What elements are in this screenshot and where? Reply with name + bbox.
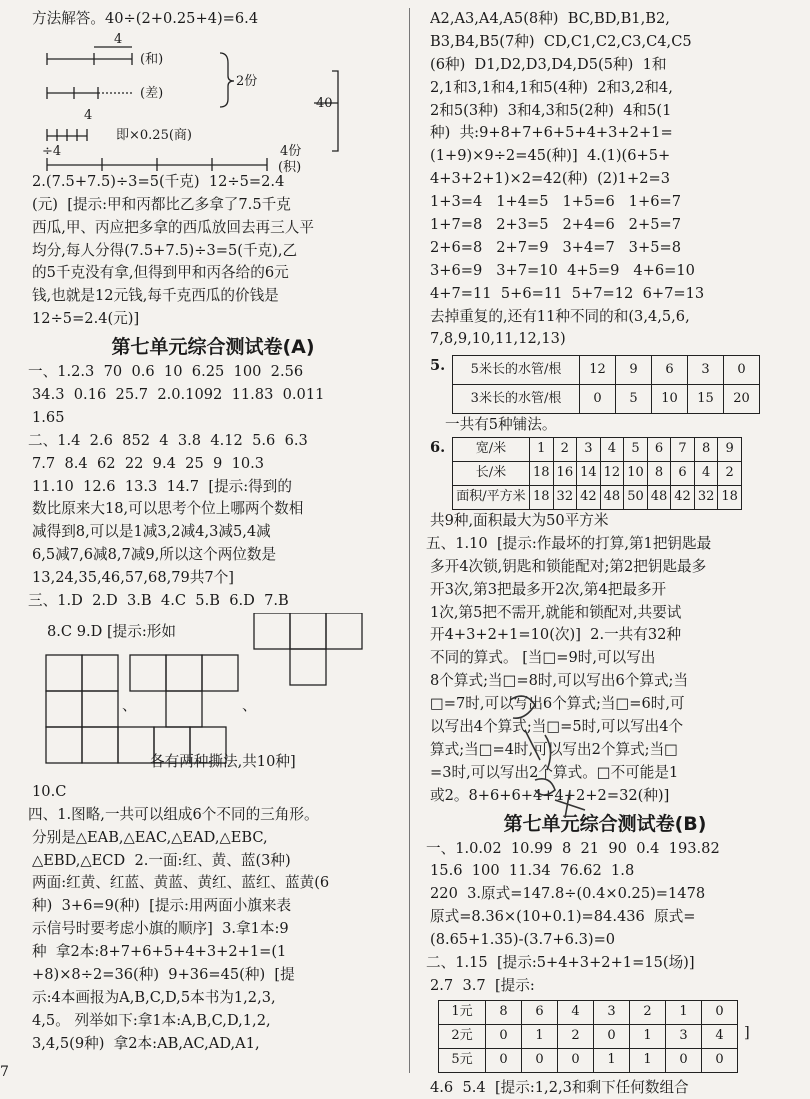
answer-5-note: 一共有5种铺法。 xyxy=(430,414,780,437)
section-title-a: 第七单元综合测试卷(A) xyxy=(32,331,394,361)
table-cell: 3 xyxy=(577,438,601,462)
left-c-line: 两面:红黄、红蓝、黄蓝、黄红、蓝红、蓝黄(6 xyxy=(32,872,394,895)
table-cell: 9 xyxy=(718,438,742,462)
right-a-line: 1+7=8 2+3=5 2+4=6 2+5=7 xyxy=(430,214,780,237)
table-cell: 4 xyxy=(694,462,718,486)
table-cell: 50 xyxy=(624,486,648,510)
row-label: 3米长的水管/根 xyxy=(453,385,580,414)
nets-tail: 各有两种撕法,共10种] xyxy=(150,751,296,774)
nets-sep-1: 、 xyxy=(122,695,137,718)
table-cell: 48 xyxy=(600,486,624,510)
table-cell: 32 xyxy=(553,486,577,510)
left-c-line: 示信号时要考虑小旗的顺序] 3.拿1本:9 xyxy=(32,918,394,941)
table-cell: 10 xyxy=(624,462,648,486)
right-a-line: 2和5(3种) 3和4,3和5(2种) 4和5(1 xyxy=(430,100,780,123)
table-cell: 7 xyxy=(671,438,695,462)
table-cell: 2 xyxy=(630,1000,666,1024)
table-cell: 18 xyxy=(530,462,554,486)
left-c-line: 示:4本画报为A,B,C,D,5本书为1,2,3, xyxy=(32,987,394,1010)
table-cell: 2 xyxy=(558,1024,594,1048)
left-c-line: +8)×8÷2=36(种) 9+36=45(种) [提 xyxy=(32,964,394,987)
rectangle-table xyxy=(452,437,742,510)
table-cell: 0 xyxy=(580,385,616,414)
table-cell: 15 xyxy=(688,385,724,414)
column-divider xyxy=(409,8,410,1073)
coin-table xyxy=(438,1000,738,1073)
answer-5-num: 5. xyxy=(430,355,452,378)
line-segment-diagram xyxy=(32,31,394,171)
right-b-line: 以写出4个算式;当□=5时,可以写出4个 xyxy=(430,716,780,739)
left-a-line: 的5千克没有拿,但得到甲和丙各给的6元 xyxy=(32,262,394,285)
right-b-line: 五、1.10 [提示:作最坏的打算,第1把钥匙最 xyxy=(426,533,780,556)
left-top-line: 方法解答。40÷(2+0.25+4)=6.4 xyxy=(32,8,394,31)
right-a-line: 3+6=9 3+7=10 4+5=9 4+6=10 xyxy=(430,260,780,283)
table-cell: 12 xyxy=(600,462,624,486)
table-cell: 12 xyxy=(580,356,616,385)
left-a-line: 2.(7.5+7.5)÷3=5(千克) 12÷5=2.4 xyxy=(32,171,394,194)
right-a-line: (6种) D1,D2,D3,D4,D5(5种) 1和 xyxy=(430,54,780,77)
row-label: 2元 xyxy=(439,1024,486,1048)
right-c-line: 220 3.原式=147.8÷(0.4×0.25)=1478 xyxy=(430,883,780,906)
answer-6-note: 共9种,面积最大为50平方米 xyxy=(430,510,780,533)
diagram-label-2-parts: 2份 xyxy=(236,71,257,94)
right-a-line: 4+7=11 5+6=11 5+7=12 6+7=13 xyxy=(430,283,780,306)
table-cell: 3 xyxy=(688,356,724,385)
left-a-line: 12÷5=2.4(元)] xyxy=(32,308,394,331)
answer-6-block xyxy=(430,437,780,510)
table-cell: 2 xyxy=(718,462,742,486)
diagram-label-4-parts: 4份 xyxy=(280,141,301,164)
left-b-line: 11.10 12.6 13.3 14.7 [提示:得到的 xyxy=(32,476,394,499)
nets-intro: 8.C 9.D [提示:形如 xyxy=(47,621,176,644)
left-c-line: 3,4,5(9种) 拿2本:AB,AC,AD,A1, xyxy=(32,1033,394,1056)
diagram-label-quotient: 即×0.25(商) xyxy=(116,125,192,148)
table-row xyxy=(453,462,742,486)
table-cell: 0 xyxy=(702,1048,738,1072)
table-cell: 20 xyxy=(724,385,760,414)
right-a-line: 1+3=4 1+4=5 1+5=6 1+6=7 xyxy=(430,191,780,214)
table-cell: 8 xyxy=(647,462,671,486)
table-cell: 5 xyxy=(624,438,648,462)
right-b-line: 或2。8+6+6+4+4+2+2=32(种)] xyxy=(430,785,780,808)
left-b-line: 6,5减7,6减8,7减9,所以这个两位数是 xyxy=(32,544,394,567)
right-c-line: 15.6 100 11.34 76.62 1.8 xyxy=(430,860,780,883)
row-label: 5米长的水管/根 xyxy=(453,356,580,385)
right-b-line: =3时,可以写出2个算式。□不可能是1 xyxy=(430,762,780,785)
table-row xyxy=(439,1048,738,1072)
table-row xyxy=(453,486,742,510)
left-a-line: 西瓜,甲、丙应把多拿的西瓜放回去再三人平 xyxy=(32,217,394,240)
row-label: 长/米 xyxy=(453,462,530,486)
table-cell: 5 xyxy=(616,385,652,414)
table-cell: 1 xyxy=(666,1000,702,1024)
table-cell: 2 xyxy=(553,438,577,462)
left-c-line: 4,5。 列举如下:拿1本:A,B,C,D,1,2, xyxy=(32,1010,394,1033)
right-b-line: 开3次,第3把最多开2次,第4把最多开 xyxy=(430,579,780,602)
diagram-label-4-mid: 4 xyxy=(84,105,92,128)
left-b-line: 1.65 xyxy=(32,407,394,430)
left-b-line: 三、1.D 2.D 3.B 4.C 5.B 6.D 7.B xyxy=(28,590,394,613)
table-row xyxy=(453,356,760,385)
left-c-line: 四、1.图略,一共可以组成6个不同的三角形。 xyxy=(28,804,394,827)
row-label: 1元 xyxy=(439,1000,486,1024)
right-b-line: 算式;当□=4时,可以写出2个算式;当□ xyxy=(430,739,780,762)
right-b-line: 不同的算式。 [当□=9时,可以写出 xyxy=(430,647,780,670)
diagram-label-sum: (和) xyxy=(140,49,163,72)
handwriting-scribble xyxy=(495,690,605,820)
table-cell: 6 xyxy=(652,356,688,385)
left-c-line: 分别是△EAB,△EAC,△EAD,△EBC, xyxy=(32,827,394,850)
table-cell: 8 xyxy=(694,438,718,462)
table-cell: 14 xyxy=(577,462,601,486)
right-a-line: 4+3+2+1)×2=42(种) (2)1+2=3 xyxy=(430,168,780,191)
right-c-line: 原式=8.36×(10+0.1)=84.436 原式= xyxy=(430,906,780,929)
table-cell: 0 xyxy=(702,1000,738,1024)
row-label: 面积/平方米 xyxy=(453,486,530,510)
right-a-line: 2,1和3,1和4,1和5(4种) 2和3,2和4, xyxy=(430,77,780,100)
table-cell: 0 xyxy=(594,1024,630,1048)
table-cell: 1 xyxy=(630,1048,666,1072)
left-a-line: 均分,每人分得(7.5+7.5)÷3=5(千克),乙 xyxy=(32,240,394,263)
right-a-line: 2+6=8 2+7=9 3+4=7 3+5=8 xyxy=(430,237,780,260)
right-a-line: (1+9)×9÷2=45(种)] 4.(1)(6+5+ xyxy=(430,145,780,168)
right-b-line: 多开4次锁,钥匙和锁能配对;第2把钥匙最多 xyxy=(430,556,780,579)
right-c-line: 二、1.15 [提示:5+4+3+2+1=15(场)] xyxy=(426,952,780,975)
right-a-line: 去掉重复的,还有11种不同的和(3,4,5,6, xyxy=(430,306,780,329)
right-a-line: B3,B4,B5(7种) CD,C1,C2,C3,C4,C5 xyxy=(430,31,780,54)
diagram-label-diff: (差) xyxy=(140,83,163,106)
row-label: 5元 xyxy=(439,1048,486,1072)
table-cell: 42 xyxy=(577,486,601,510)
right-c-line: (8.65+1.35)-(3.7+6.3)=0 xyxy=(430,929,780,952)
right-column xyxy=(430,8,780,1099)
table-cell: 4 xyxy=(558,1000,594,1024)
left-c-line: 种) 3+6=9(种) [提示:用两面小旗来表 xyxy=(32,895,394,918)
coin-table-block xyxy=(438,1000,780,1073)
table-cell: 3 xyxy=(666,1024,702,1048)
right-c-line: 2.7 3.7 [提示: xyxy=(430,975,780,998)
table-cell: 1 xyxy=(530,438,554,462)
table-row xyxy=(453,385,760,414)
right-a-line: A2,A3,A4,A5(8种) BC,BD,B1,B2, xyxy=(430,8,780,31)
left-b-line: 34.3 0.16 25.7 2.0.1092 11.83 0.011 xyxy=(32,384,394,407)
right-a-line: 种) 共:9+8+7+6+5+4+3+2+1= xyxy=(430,122,780,145)
coin-table-close: ] xyxy=(744,1022,750,1045)
table-row xyxy=(439,1000,738,1024)
table-cell: 48 xyxy=(647,486,671,510)
table-cell: 4 xyxy=(702,1024,738,1048)
table-cell: 0 xyxy=(486,1048,522,1072)
diagram-label-div4: ÷4 xyxy=(42,141,61,164)
left-b-line: 减得到8,可以是1减3,2减4,3减5,4减 xyxy=(32,521,394,544)
answer-5-block xyxy=(430,355,780,414)
table-cell: 42 xyxy=(671,486,695,510)
left-b-line: 7.7 8.4 62 22 9.4 25 9 10.3 xyxy=(32,453,394,476)
diagram-label-40: 40 xyxy=(316,93,333,116)
table-cell: 0 xyxy=(724,356,760,385)
left-column xyxy=(32,8,394,1056)
answer-6-num: 6. xyxy=(430,437,452,460)
table-cell: 9 xyxy=(616,356,652,385)
table-cell: 0 xyxy=(558,1048,594,1072)
left-c-line: 种 拿2本:8+7+6+5+4+3+2+1=(1 xyxy=(32,941,394,964)
table-cell: 0 xyxy=(522,1048,558,1072)
table-cell: 6 xyxy=(671,462,695,486)
right-d-line: 4.6 5.4 [提示:1,2,3和剩下任何数组合 xyxy=(430,1077,780,1099)
right-b-line: □=7时,可以写出6个算式;当□=6时,可 xyxy=(430,693,780,716)
section-title-b: 第七单元综合测试卷(B) xyxy=(430,808,780,838)
left-b-line: 13,24,35,46,57,68,79共7个] xyxy=(32,567,394,590)
table-cell: 1 xyxy=(630,1024,666,1048)
right-a-line: 7,8,9,10,11,12,13) xyxy=(430,328,780,351)
table-cell: 32 xyxy=(694,486,718,510)
nets-sep-2: 、 xyxy=(242,695,257,718)
cube-nets-figure xyxy=(32,613,394,781)
left-c-line: 10.C xyxy=(32,781,394,804)
left-a-line: (元) [提示:甲和丙都比乙多拿了7.5千克 xyxy=(32,194,394,217)
table-cell: 8 xyxy=(486,1000,522,1024)
left-b-line: 二、1.4 2.6 852 4 3.8 4.12 5.6 6.3 xyxy=(28,430,394,453)
diagram-label-4-top: 4 xyxy=(114,29,122,52)
pipe-table xyxy=(452,355,760,414)
right-b-line: 开4+3+2+1=10(次)] 2.一共有32种 xyxy=(430,624,780,647)
diagram-label-product: (积) xyxy=(278,157,301,180)
right-b-line: 1次,第5把不需开,就能和锁配对,共要试 xyxy=(430,602,780,625)
right-b-line: 8个算式;当□=8时,可以写出6个算式;当 xyxy=(430,670,780,693)
table-cell: 4 xyxy=(600,438,624,462)
table-cell: 1 xyxy=(594,1048,630,1072)
table-cell: 1 xyxy=(522,1024,558,1048)
table-cell: 18 xyxy=(718,486,742,510)
table-row xyxy=(439,1024,738,1048)
table-cell: 0 xyxy=(666,1048,702,1072)
table-row xyxy=(453,438,742,462)
page-number: 7 xyxy=(0,1064,9,1080)
table-cell: 10 xyxy=(652,385,688,414)
left-b-line: 一、1.2.3 70 0.6 10 6.25 100 2.56 xyxy=(28,361,394,384)
table-cell: 6 xyxy=(522,1000,558,1024)
table-cell: 3 xyxy=(594,1000,630,1024)
table-cell: 18 xyxy=(530,486,554,510)
table-cell: 6 xyxy=(647,438,671,462)
table-cell: 16 xyxy=(553,462,577,486)
left-a-line: 钱,也就是12元钱,每千克西瓜的价钱是 xyxy=(32,285,394,308)
right-c-line: 一、1.0.02 10.99 8 21 90 0.4 193.82 xyxy=(426,838,780,861)
table-cell: 0 xyxy=(486,1024,522,1048)
row-label: 宽/米 xyxy=(453,438,530,462)
left-c-line: △EBD,△ECD 2.一面:红、黄、蓝(3种) xyxy=(32,850,394,873)
left-b-line: 数比原来大18,可以思考个位上哪两个数相 xyxy=(32,498,394,521)
